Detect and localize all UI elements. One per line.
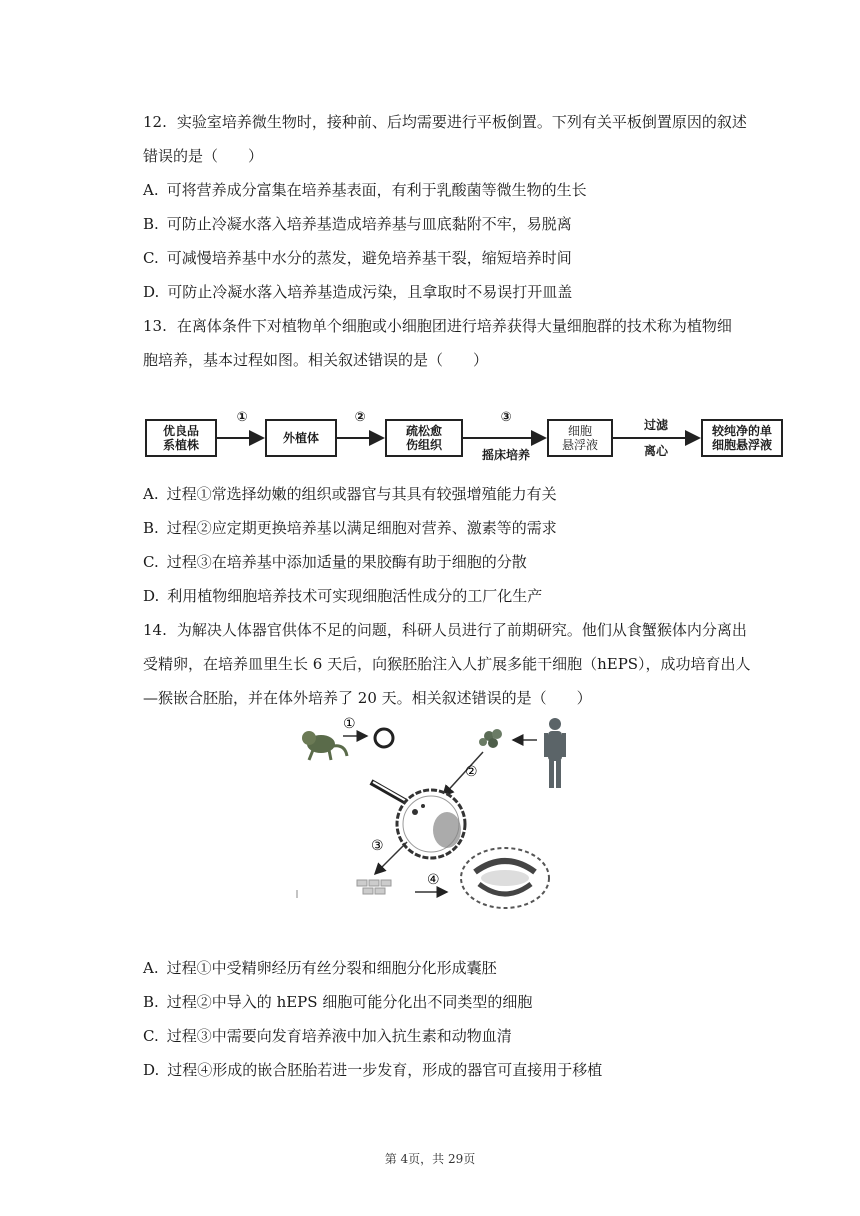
fig-step-2: ② <box>465 764 478 780</box>
q13-option-c: C. 过程③在培养基中添加适量的果胶酶有助于细胞的分散 <box>143 553 527 571</box>
monkey-icon <box>302 731 347 760</box>
q13-stem-line1: 13. 在离体条件下对植物单个细胞或小细胞团进行培养获得大量细胞群的技术称为植物细 <box>143 317 732 335</box>
chimeric-embryo-icon <box>461 848 549 908</box>
q12-option-a: A. 可将营养成分富集在培养基表面，有利于乳酸菌等微生物的生长 <box>143 181 587 199</box>
flow-step-1: ① <box>236 410 248 425</box>
heps-cell-cluster-icon <box>479 729 502 748</box>
q12-option-b: B. 可防止冷凝水落入培养基造成培养基与皿底黏附不牢，易脱离 <box>143 215 572 233</box>
flow-step-4-below: 离心 <box>643 444 668 458</box>
q13-option-b: B. 过程②应定期更换培养基以满足细胞对营养、激素等的需求 <box>143 519 557 537</box>
q12-stem-line1: 12. 实验室培养微生物时，接种前、后均需要进行平板倒置。下列有关平板倒置原因的叙述 <box>143 113 747 131</box>
page-footer: 第 4页，共 29页 <box>384 1152 476 1166</box>
zygote-icon <box>375 729 393 747</box>
culture-plates-icon <box>357 880 391 894</box>
flow-step-3: ③ <box>500 410 512 425</box>
flow-box-explant: 外植体 <box>265 419 337 457</box>
q12-option-d: D. 可防止冷凝水落入培养基造成污染，且拿取时不易误打开皿盖 <box>143 283 573 301</box>
q14-stem-line3: —猴嵌合胚胎，并在体外培养了 20 天。相关叙述错误的是（ ） <box>143 689 592 707</box>
q14-figure <box>295 712 595 912</box>
q14-number: 14. <box>143 621 167 639</box>
fig-step-3: ③ <box>371 838 384 854</box>
q14-option-a: A. 过程①中受精卵经历有丝分裂和细胞分化形成囊胚 <box>143 959 497 977</box>
flow-step-4-above: 过滤 <box>643 418 668 432</box>
blastocyst-icon <box>397 790 465 858</box>
flow-box-suspension: 细胞 悬浮液 <box>547 419 613 457</box>
flow-box-plant: 优良品 系植株 <box>145 419 217 457</box>
q13-flow-diagram <box>143 410 783 470</box>
q12-number: 12. <box>143 113 167 131</box>
q14-option-d: D. 过程④形成的嵌合胚胎若进一步发育，形成的器官可直接用于移植 <box>143 1061 603 1079</box>
q12-stem-line2: 错误的是（ ） <box>143 147 264 165</box>
q14-stem-line1: 14. 为解决人体器官供体不足的问题，科研人员进行了前期研究。他们从食蟹猴体内分离出 <box>143 621 747 639</box>
fig-step-1: ① <box>343 716 356 732</box>
flow-box-single-cell: 较纯净的单 细胞悬浮液 <box>701 419 783 457</box>
q13-option-a: A. 过程①常选择幼嫩的组织或器官与其具有较强增殖能力有关 <box>143 485 557 503</box>
flow-step-2: ② <box>354 410 366 425</box>
q12-option-c: C. 可减慢培养基中水分的蒸发，避免培养基干裂，缩短培养时间 <box>143 249 572 267</box>
fig-step-4: ④ <box>427 872 440 888</box>
q14-option-c: C. 过程③中需要向发育培养液中加入抗生素和动物血清 <box>143 1027 512 1045</box>
q13-number: 13. <box>143 317 167 335</box>
flow-step-3-below: 摇床培养 <box>481 448 530 462</box>
flow-box-callus: 疏松愈 伤组织 <box>385 419 463 457</box>
q14-stem-line2: 受精卵，在培养皿里生长 6 天后，向猴胚胎注入人扩展多能干细胞（hEPS），成功培育出人 <box>143 655 751 673</box>
q13-option-d: D. 利用植物细胞培养技术可实现细胞活性成分的工厂化生产 <box>143 587 543 605</box>
human-icon <box>544 718 566 788</box>
q13-stem-line2: 胞培养，基本过程如图。相关叙述错误的是（ ） <box>143 351 489 369</box>
q14-option-b: B. 过程②中导入的 hEPS 细胞可能分化出不同类型的细胞 <box>143 993 533 1011</box>
